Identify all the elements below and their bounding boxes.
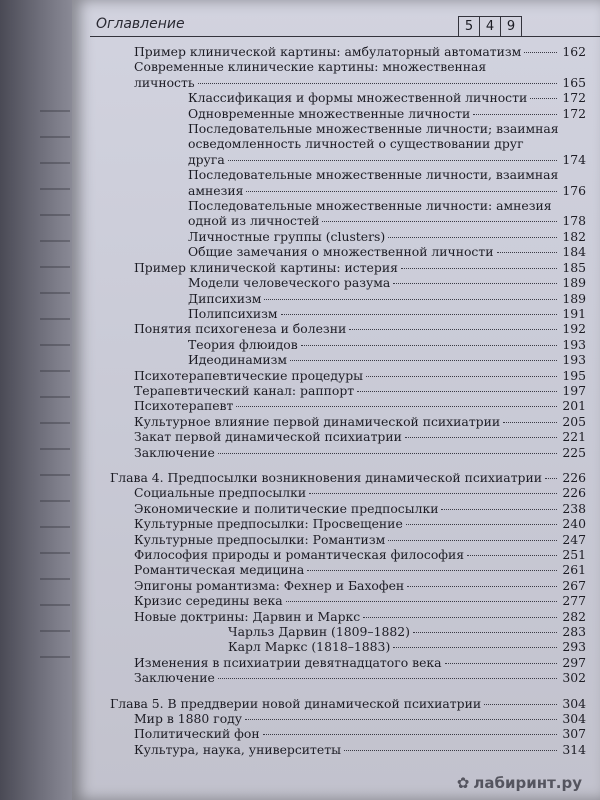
toc-entry-text: Культурное влияние первой динамической психиатрии: [134, 413, 501, 429]
dot-leader: [484, 704, 557, 705]
toc-entry: [110, 352, 586, 367]
toc-entry: [110, 445, 586, 460]
toc-entry: [110, 244, 586, 259]
toc-entry-text: Пример клинической картины: истерия: [134, 259, 398, 275]
toc-chapter-entry: [110, 470, 586, 485]
page-digit: 5: [459, 17, 480, 37]
toc-entry-text: осведомленность личностей о существовании друг: [188, 136, 524, 152]
header-rule: [90, 36, 600, 37]
toc-entry: [110, 726, 586, 741]
dot-leader: [497, 252, 558, 253]
toc-entry-row: [134, 368, 586, 383]
toc-entry-row: [188, 183, 586, 198]
page-digit: 9: [506, 19, 516, 34]
dot-leader: [407, 586, 557, 587]
toc-page-number: 182: [562, 228, 586, 244]
toc-entry-row: [134, 726, 586, 741]
toc-page-number: 226: [562, 485, 586, 501]
dot-leader: [218, 453, 557, 454]
toc-entry-text: Полипсихизм: [188, 305, 278, 321]
dot-leader: [393, 647, 557, 648]
toc-entry: [110, 670, 586, 685]
toc-entry-row: [134, 414, 586, 429]
toc-page-number: 193: [562, 336, 586, 352]
toc-entry: [110, 90, 586, 105]
page-number-box: [458, 16, 522, 37]
toc-entry-row: [228, 639, 586, 654]
dot-leader: [246, 191, 557, 192]
toc-entry-row: [188, 229, 586, 244]
toc-entry-row: [188, 213, 586, 228]
dot-leader: [473, 114, 557, 115]
toc-entry-text: Заключение: [134, 670, 215, 686]
toc-entry-text: Личностные группы (clusters): [188, 228, 386, 244]
toc-entry-text: одной из личностей: [188, 213, 320, 229]
toc-page-number: 240: [562, 516, 586, 532]
toc-entry-row: [134, 655, 586, 670]
dot-leader: [322, 221, 557, 222]
toc-entry: [110, 429, 586, 444]
toc-entry: [110, 291, 586, 306]
toc-page-number: 172: [562, 105, 586, 121]
toc-entry-row: [134, 547, 586, 562]
toc-entry-text: Теория флюидов: [188, 336, 298, 352]
toc-page-number: 238: [562, 500, 586, 516]
toc-entry-text: Терапевтический канал: раппорт: [134, 382, 355, 398]
dot-leader: [198, 83, 557, 84]
toc-entry: [110, 275, 586, 290]
toc-entry-row: [188, 244, 586, 259]
dot-leader: [286, 601, 557, 602]
toc-entry-row: [134, 321, 586, 336]
left-page-leaders: [40, 110, 70, 670]
toc-entry: [110, 547, 586, 562]
toc-entry-text: Культурные предпосылки: Просвещение: [134, 516, 403, 532]
dot-leader: [524, 52, 557, 53]
toc-page-number: 165: [562, 74, 586, 90]
toc-entry-text: Закат первой динамической психиатрии: [134, 429, 402, 445]
table-of-contents: [110, 44, 586, 757]
toc-entry: [110, 501, 586, 516]
toc-entry-text: Последовательные множественные личности, взаимная: [188, 167, 559, 183]
toc-page-number: 304: [562, 711, 586, 727]
toc-page-number: 189: [562, 290, 586, 306]
toc-page-number: 172: [562, 90, 586, 106]
dot-leader: [264, 299, 557, 300]
toc-entry: [110, 121, 586, 167]
toc-entry-text: Последовательные множественные личности; взаимная: [188, 121, 559, 137]
toc-page-number: 283: [562, 624, 586, 640]
toc-entry-text: Чарльз Дарвин (1809–1882): [228, 624, 410, 640]
toc-entry-row: [134, 742, 586, 757]
toc-page-number: 304: [562, 695, 586, 711]
toc-entry-row: [134, 398, 586, 413]
toc-page-number: 221: [562, 429, 586, 445]
dot-leader: [405, 437, 557, 438]
toc-entry: [110, 59, 586, 90]
toc-entry: [110, 516, 586, 531]
toc-entry: [110, 639, 586, 654]
page-digit: 4: [480, 17, 501, 37]
toc-page-number: 184: [562, 244, 586, 260]
watermark: [457, 774, 582, 792]
toc-entry-row: [134, 670, 586, 685]
toc-entry: [110, 383, 586, 398]
dot-leader: [406, 524, 557, 525]
toc-entry-row: [188, 306, 586, 321]
toc-entry-row: [134, 260, 586, 275]
toc-entry: [110, 593, 586, 608]
dot-leader: [388, 540, 557, 541]
toc-page-number: 226: [562, 469, 586, 485]
toc-page-number: 189: [562, 275, 586, 291]
toc-entry: [110, 711, 586, 726]
toc-page-number: 282: [562, 608, 586, 624]
toc-entry-row: [110, 696, 586, 711]
toc-page-number: 307: [562, 726, 586, 742]
toc-entry: [110, 655, 586, 670]
dot-leader: [441, 509, 557, 510]
toc-entry-text: Глава 4. Предпосылки возникновения динамической психиатрии: [110, 469, 542, 485]
toc-entry-row: [228, 624, 586, 639]
toc-entry-text: Эпигоны романтизма: Фехнер и Бахофен: [134, 577, 405, 593]
toc-entry-text: Изменения в психиатрии девятнадцатого века: [134, 654, 442, 670]
toc-entry-text: Идеодинамизм: [188, 352, 288, 368]
toc-entry-text: Политический фон: [134, 726, 260, 742]
toc-entry-row: [134, 429, 586, 444]
toc-entry: [110, 368, 586, 383]
toc-entry-row: [134, 501, 586, 516]
dot-leader: [393, 283, 557, 284]
toc-entry: [110, 229, 586, 244]
toc-entry: [110, 198, 586, 229]
toc-entry-text: Заключение: [134, 444, 215, 460]
toc-entry-row: [134, 75, 586, 90]
toc-entry-text: Культура, наука, университеты: [134, 741, 341, 757]
toc-page-number: 314: [562, 741, 586, 757]
header-title: Оглавление: [96, 16, 185, 32]
toc-entry-text: Новые доктрины: Дарвин и Маркс: [134, 608, 361, 624]
toc-entry-row: [134, 485, 586, 500]
dot-leader: [218, 678, 557, 679]
toc-page-number: 185: [562, 259, 586, 275]
toc-entry-row: [134, 578, 586, 593]
toc-entry: [110, 742, 586, 757]
dot-leader: [228, 160, 557, 161]
dot-leader: [530, 98, 557, 99]
toc-page-number: 297: [562, 654, 586, 670]
toc-page-number: 261: [562, 562, 586, 578]
toc-entry: [110, 167, 586, 198]
dot-leader: [363, 617, 557, 618]
toc-entry-row: [134, 593, 586, 608]
toc-entry-text: Философия природы и романтическая философия: [134, 547, 465, 562]
toc-entry-row: [188, 337, 586, 352]
toc-entry-text: Классификация и формы множественной личности: [188, 90, 528, 106]
toc-page-number: 193: [562, 352, 586, 368]
toc-entry-row: [188, 291, 586, 306]
toc-entry-text: Экономические и политические предпосылки: [134, 500, 439, 516]
toc-page-number: 176: [562, 182, 586, 198]
toc-entry-text: Пример клинической картины: амбулаторный автоматизм: [134, 44, 522, 59]
watermark-text: лабиринт.ру: [473, 774, 582, 792]
toc-page-number: 251: [562, 547, 586, 562]
toc-entry: [110, 609, 586, 624]
toc-page-number: 225: [562, 444, 586, 460]
dot-leader: [413, 632, 557, 633]
toc-page-number: 205: [562, 413, 586, 429]
toc-page-number: 293: [562, 639, 586, 655]
toc-entry-row: [134, 532, 586, 547]
toc-page-number: 201: [562, 398, 586, 414]
left-page-edge: [0, 0, 72, 800]
toc-page-number: 174: [562, 151, 586, 167]
toc-page: [72, 0, 600, 800]
toc-entry: [110, 532, 586, 547]
dot-leader: [349, 329, 557, 330]
toc-entry-row: [110, 470, 586, 485]
toc-entry-text: Мир в 1880 году: [134, 711, 243, 727]
toc-page-number: 178: [562, 213, 586, 229]
dot-leader: [366, 376, 557, 377]
toc-entry-text: Психотерапевтические процедуры: [134, 367, 364, 383]
toc-entry-text: Современные клинические картины: множественная: [134, 59, 487, 75]
toc-entry-text: амнезия: [188, 182, 244, 198]
toc-entry: [110, 106, 586, 121]
toc-entry-row: [188, 152, 586, 167]
toc-entry-row: [134, 516, 586, 531]
dot-leader: [344, 750, 557, 751]
toc-entry-text: Одновременные множественные личности: [188, 105, 471, 121]
dot-leader: [301, 345, 557, 346]
dot-leader: [245, 719, 557, 720]
toc-entry-text: Социальные предпосылки: [134, 485, 307, 501]
dot-leader: [263, 734, 557, 735]
labyrinth-logo-icon: ✿: [456, 774, 470, 792]
toc-entry-row: [188, 106, 586, 121]
toc-entry-text: Кризис середины века: [134, 593, 283, 609]
toc-page-number: 162: [562, 44, 586, 59]
dot-leader: [467, 555, 557, 556]
dot-leader: [388, 237, 557, 238]
toc-entry: [110, 44, 586, 59]
toc-entry-row: [134, 609, 586, 624]
toc-page-number: 191: [562, 305, 586, 321]
toc-entry-text: Дипсихизм: [188, 290, 262, 306]
toc-entry-text: Карл Маркс (1818–1883): [228, 639, 391, 655]
dot-leader: [236, 406, 557, 407]
toc-entry: [110, 337, 586, 352]
toc-page-number: 277: [562, 593, 586, 609]
dot-leader: [545, 478, 557, 479]
toc-entry-row: [134, 562, 586, 577]
toc-entry: [110, 398, 586, 413]
toc-entry: [110, 624, 586, 639]
dot-leader: [357, 391, 557, 392]
toc-entry: [110, 485, 586, 500]
dot-leader: [503, 422, 557, 423]
toc-entry-row: [188, 275, 586, 290]
toc-entry-row: [188, 90, 586, 105]
toc-entry-text: Понятия психогенеза и болезни: [134, 321, 347, 337]
toc-entry-row: [134, 445, 586, 460]
toc-entry-text: Романтическая медицина: [134, 562, 305, 578]
toc-chapter-entry: [110, 696, 586, 711]
toc-page-number: 247: [562, 531, 586, 547]
toc-page-number: 192: [562, 321, 586, 337]
dot-leader: [401, 268, 557, 269]
toc-entry-text: Последовательные множественные личности: амнезия: [188, 198, 552, 214]
dot-leader: [290, 360, 557, 361]
toc-entry-text: Модели человеческого разума: [188, 275, 391, 291]
toc-entry: [110, 578, 586, 593]
toc-entry-text: Психотерапевт: [134, 398, 234, 414]
dot-leader: [445, 663, 557, 664]
toc-entry-text: личность: [134, 74, 195, 90]
toc-entry-row: [134, 711, 586, 726]
toc-entry-row: [134, 44, 586, 59]
toc-entry-row: [134, 383, 586, 398]
toc-entry: [110, 321, 586, 336]
dot-leader: [307, 570, 557, 571]
toc-entry: [110, 562, 586, 577]
toc-entry: [110, 260, 586, 275]
toc-page-number: 267: [562, 577, 586, 593]
toc-page-number: 195: [562, 367, 586, 383]
dot-leader: [281, 314, 558, 315]
dot-leader: [309, 493, 557, 494]
page-header: [90, 14, 600, 40]
toc-entry-text: Общие замечания о множественной личности: [188, 244, 494, 260]
toc-entry-text: друга: [188, 151, 225, 167]
toc-entry-text: Глава 5. В преддверии новой динамической психиатрии: [110, 695, 482, 711]
toc-page-number: 302: [562, 670, 586, 686]
toc-entry: [110, 414, 586, 429]
toc-entry-text: Культурные предпосылки: Романтизм: [134, 531, 386, 547]
toc-page-number: 197: [562, 382, 586, 398]
toc-entry-row: [188, 352, 586, 367]
toc-entry: [110, 306, 586, 321]
